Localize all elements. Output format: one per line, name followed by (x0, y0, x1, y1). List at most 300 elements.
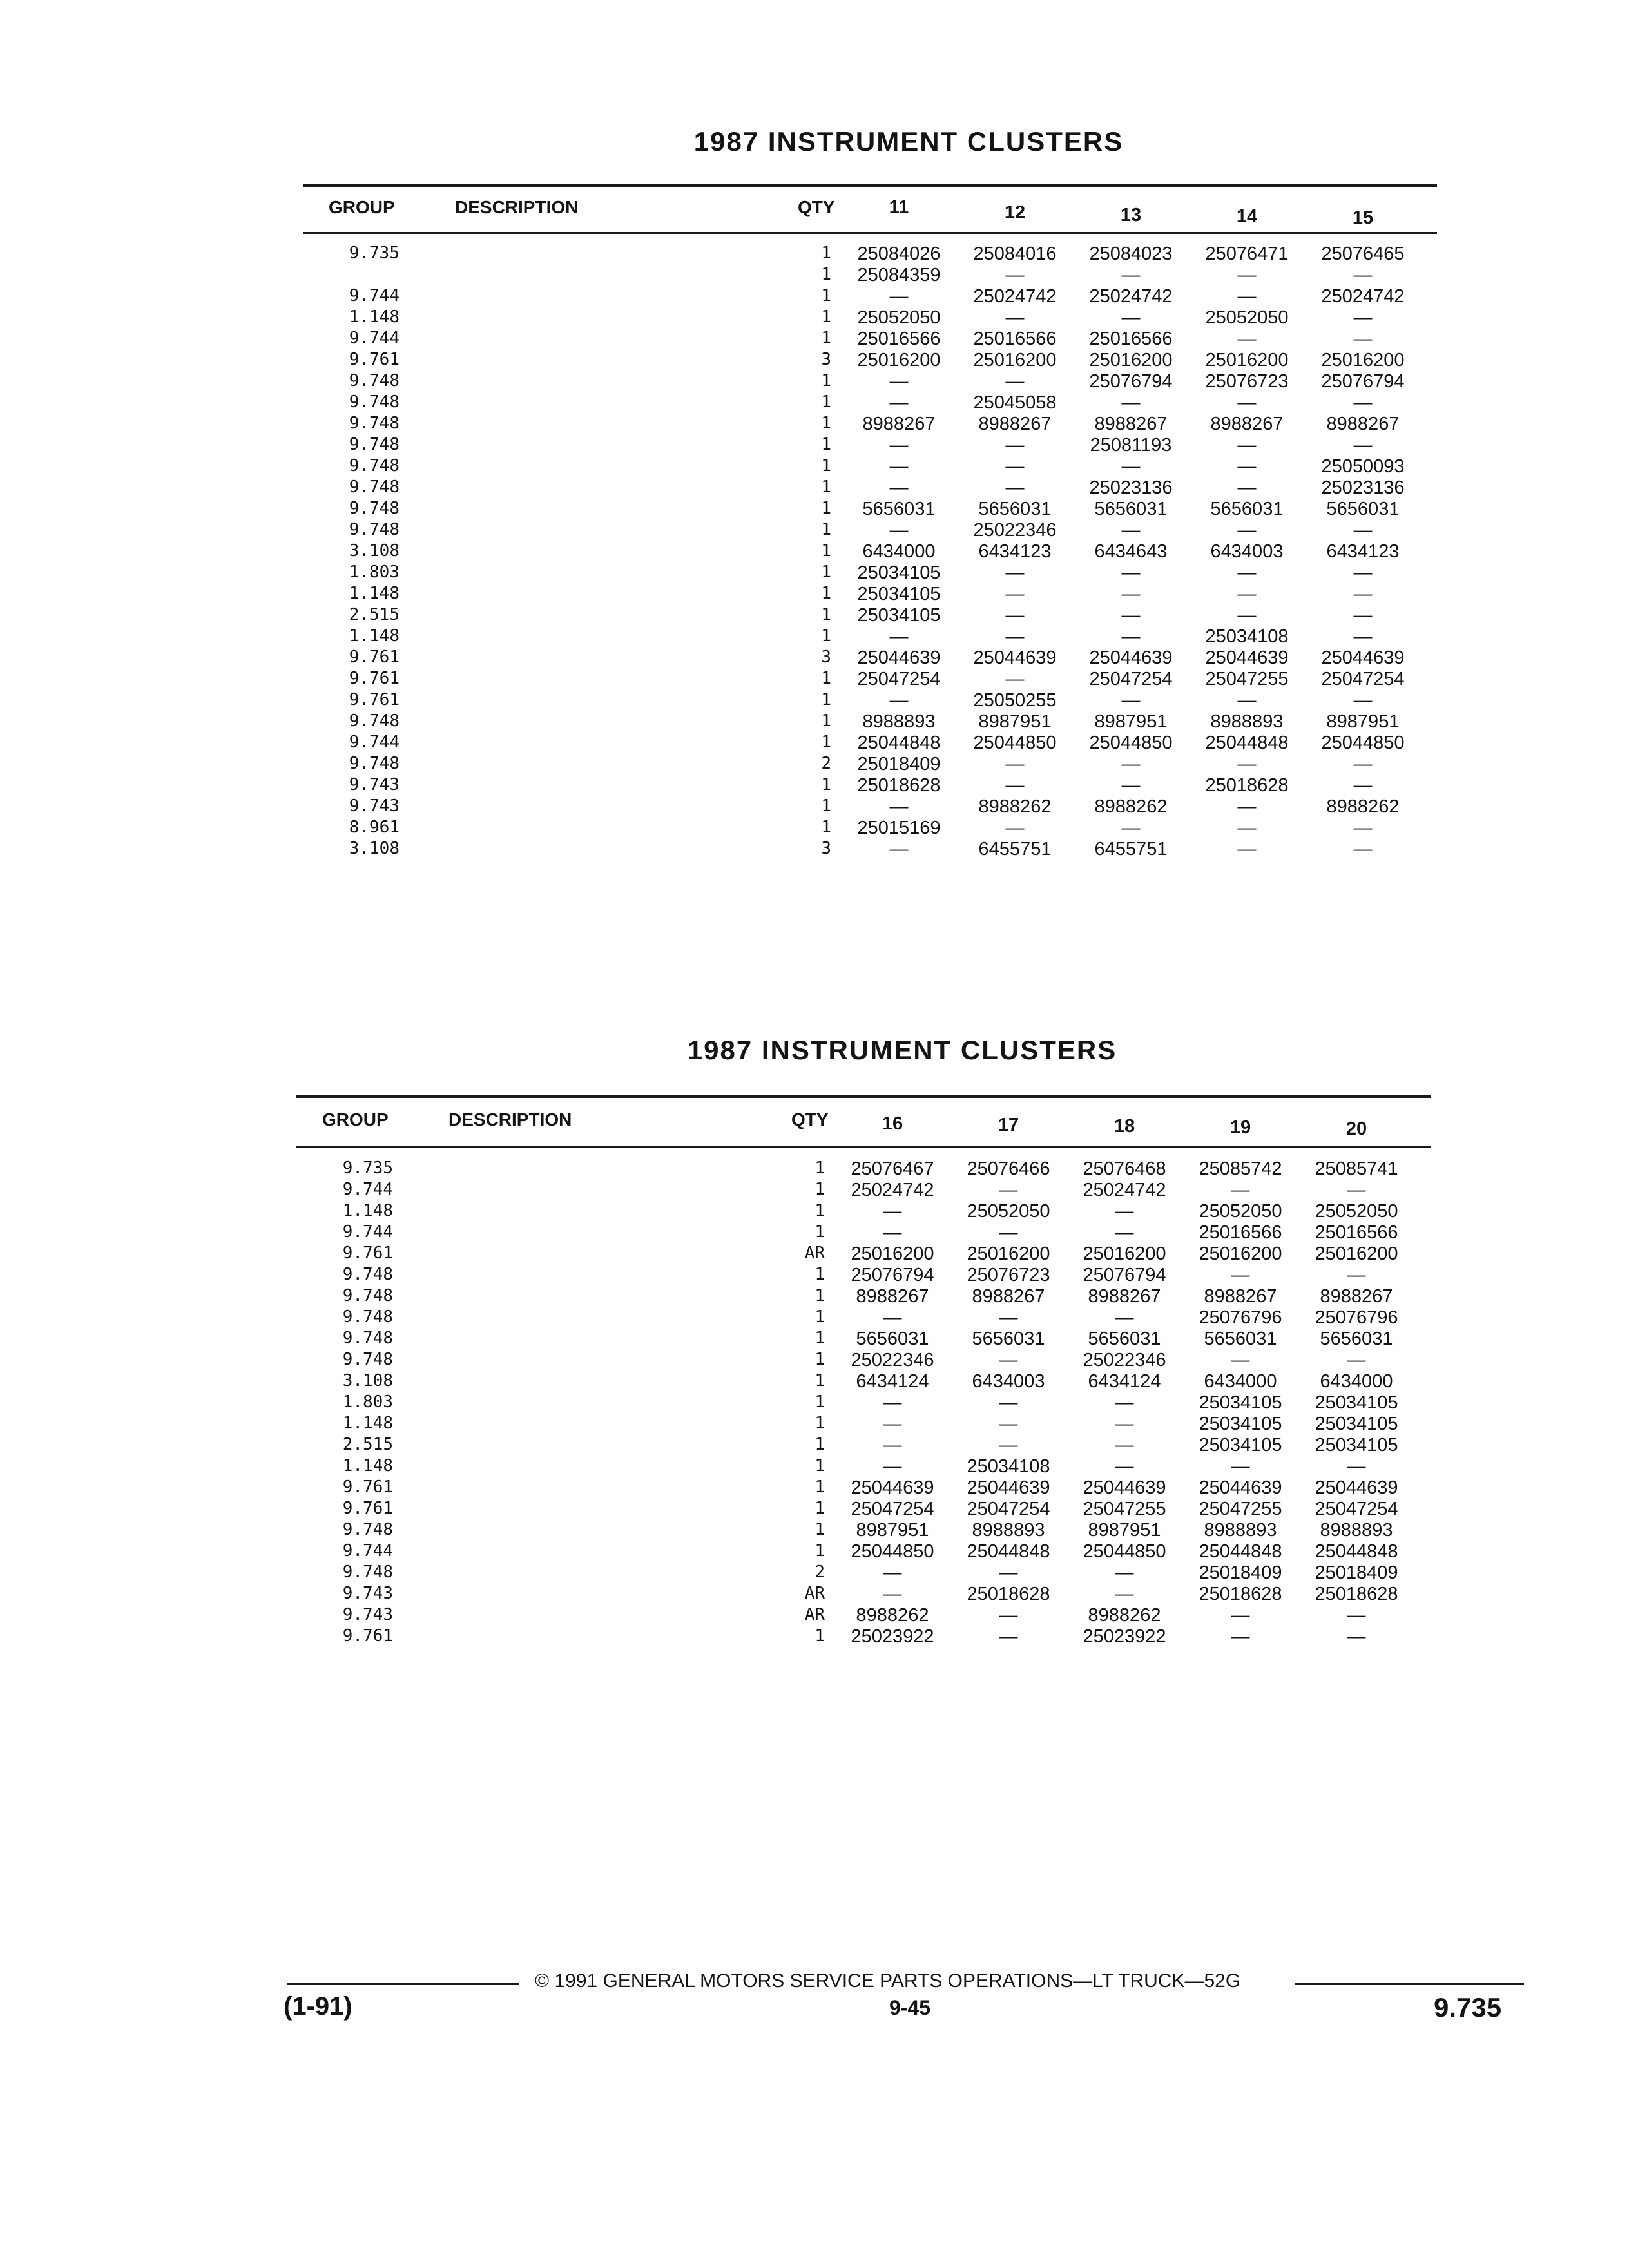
part-number: — (1121, 626, 1141, 647)
group-number: 1.148 (349, 584, 400, 603)
part-number: 8988262 (978, 796, 1052, 817)
quantity: AR (793, 1244, 825, 1263)
part-number: 25047254 (1089, 669, 1173, 689)
part-number: 25024742 (851, 1180, 934, 1200)
group-number: 1.148 (342, 1414, 393, 1433)
part-number: 25018628 (1315, 1584, 1398, 1604)
header-col: 12 (1004, 202, 1026, 223)
part-number: 5656031 (972, 1329, 1045, 1349)
part-number: — (1237, 286, 1257, 307)
part-number: — (1237, 520, 1257, 541)
header-col: 16 (882, 1113, 903, 1134)
part-number: 25022346 (851, 1350, 934, 1370)
group-number: 9.748 (342, 1329, 393, 1348)
part-number: — (1237, 562, 1257, 583)
header-description: DESCRIPTION (448, 1110, 572, 1129)
part-number: — (883, 1414, 902, 1434)
part-number: 25052050 (1315, 1201, 1398, 1222)
part-number: 25018628 (1199, 1584, 1282, 1604)
part-number: 25076466 (967, 1158, 1050, 1179)
group-number: 9.748 (342, 1562, 393, 1582)
quantity: 1 (799, 392, 831, 412)
part-number: 25016200 (851, 1244, 934, 1264)
part-number: 25047254 (1315, 1499, 1398, 1519)
table-row (303, 435, 1437, 456)
part-number: 25016200 (1089, 350, 1173, 370)
part-number: — (1353, 605, 1373, 626)
part-number: 25044639 (1199, 1477, 1282, 1498)
table-row (303, 286, 1437, 307)
header-col: 18 (1113, 1116, 1135, 1137)
part-number: — (1005, 626, 1025, 647)
part-number: — (1237, 796, 1257, 817)
part-number: — (999, 1307, 1018, 1328)
part-number: 25085742 (1199, 1158, 1282, 1179)
part-number: — (1231, 1180, 1250, 1200)
group-number: 9.744 (342, 1180, 393, 1199)
part-number: 25044848 (1199, 1541, 1282, 1562)
footer-rule-left (287, 1983, 519, 1985)
quantity: 1 (793, 1371, 825, 1390)
group-number: 9.743 (349, 775, 400, 794)
group-number: 9.743 (349, 796, 400, 816)
table-row (296, 1456, 1431, 1477)
part-number: — (1353, 754, 1373, 774)
part-number: — (889, 286, 909, 307)
part-number: 25084359 (857, 265, 941, 285)
header-rule-bottom (296, 1146, 1431, 1148)
group-number: 9.761 (342, 1626, 393, 1646)
part-number: — (1347, 1626, 1366, 1647)
part-number: 8987951 (1094, 711, 1168, 732)
part-number: — (1121, 307, 1141, 328)
group-number: 1.148 (342, 1201, 393, 1220)
table-row (296, 1584, 1431, 1605)
part-number: — (1005, 307, 1025, 328)
part-number: — (889, 520, 909, 541)
group-number: 9.748 (349, 371, 400, 390)
part-number: — (1121, 690, 1141, 711)
quantity: 1 (793, 1477, 825, 1497)
quantity: 1 (793, 1350, 825, 1369)
group-number: 9.761 (349, 350, 400, 369)
part-number: — (1237, 392, 1257, 413)
part-number: 8988893 (1320, 1520, 1393, 1541)
part-number: 25076796 (1199, 1307, 1282, 1328)
quantity: 1 (799, 818, 831, 837)
part-number: 25018409 (857, 754, 941, 774)
table-row (296, 1414, 1431, 1435)
part-number: 25044850 (1083, 1541, 1166, 1562)
part-number: — (999, 1414, 1018, 1434)
part-number: — (1353, 562, 1373, 583)
table-row (303, 839, 1437, 860)
part-number: — (1005, 562, 1025, 583)
part-number: 6434000 (1320, 1371, 1393, 1392)
group-number: 8.961 (349, 818, 400, 837)
quantity: 1 (793, 1499, 825, 1518)
part-number: 25034105 (1315, 1414, 1398, 1434)
quantity: 3 (799, 839, 831, 858)
table-row (303, 329, 1437, 350)
part-number: 8988893 (972, 1520, 1045, 1541)
group-number: 9.748 (349, 392, 400, 412)
part-number: 25024742 (1089, 286, 1173, 307)
part-number: 25016200 (967, 1244, 1050, 1264)
part-number: — (1115, 1222, 1134, 1243)
quantity: 1 (799, 414, 831, 433)
part-number: 8988262 (1088, 1605, 1161, 1626)
table-row (296, 1244, 1431, 1265)
page-number: 9-45 (889, 1996, 931, 2019)
header-col: 13 (1120, 205, 1142, 226)
group-number: 9.744 (349, 286, 400, 305)
part-number: — (1005, 775, 1025, 796)
header-col: 15 (1352, 207, 1374, 228)
table-row (303, 265, 1437, 286)
group-number: 9.761 (342, 1244, 393, 1263)
part-number: 25016566 (1089, 329, 1173, 349)
part-number: — (1005, 435, 1025, 456)
part-number: 25022346 (973, 520, 1057, 541)
part-number: 25044639 (857, 648, 941, 668)
quantity: 1 (799, 435, 831, 454)
part-number: — (1237, 456, 1257, 477)
part-number: — (1005, 584, 1025, 604)
part-number: — (1121, 456, 1141, 477)
part-number: — (889, 839, 909, 860)
part-number: 25047254 (1321, 669, 1405, 689)
part-number: — (1005, 818, 1025, 838)
part-number: — (883, 1392, 902, 1413)
group-number: 3.108 (349, 541, 400, 561)
header-col: 20 (1345, 1119, 1367, 1139)
group-number: 3.108 (349, 839, 400, 858)
part-number: 8988267 (1094, 414, 1168, 434)
part-number: — (1237, 818, 1257, 838)
quantity: 1 (793, 1414, 825, 1433)
group-number: 9.748 (342, 1307, 393, 1327)
part-number: — (1353, 265, 1373, 285)
table-row (303, 244, 1437, 265)
part-number: — (1353, 392, 1373, 413)
part-number: 5656031 (1094, 499, 1168, 519)
part-number: 25034105 (857, 584, 941, 604)
quantity: 2 (799, 754, 831, 773)
quantity: 1 (799, 456, 831, 476)
part-number: 25050093 (1321, 456, 1405, 477)
table-row (296, 1435, 1431, 1456)
part-number: 5656031 (1326, 499, 1400, 519)
part-number: 25050255 (973, 690, 1057, 711)
part-number: 8988267 (1204, 1286, 1277, 1307)
part-number: 25047254 (857, 669, 941, 689)
table-row (303, 796, 1437, 818)
part-number: — (1237, 605, 1257, 626)
group-number: 1.803 (349, 562, 400, 582)
table-row (303, 648, 1437, 669)
part-number: — (883, 1201, 902, 1222)
group-number: 1.148 (349, 307, 400, 327)
quantity: 1 (799, 307, 831, 327)
group-number: 3.108 (342, 1371, 393, 1390)
part-number: 25018409 (1315, 1562, 1398, 1583)
table-row (303, 605, 1437, 626)
part-number: — (1121, 775, 1141, 796)
part-number: 25023922 (1083, 1626, 1166, 1647)
part-number: — (1231, 1456, 1250, 1477)
table-row (303, 541, 1437, 562)
part-number: 8988893 (1204, 1520, 1277, 1541)
header-col: 14 (1236, 206, 1258, 227)
part-number: — (1115, 1392, 1134, 1413)
part-number: 25018409 (1199, 1562, 1282, 1583)
table-header (303, 197, 1437, 228)
quantity: 1 (793, 1201, 825, 1220)
part-number: — (883, 1222, 902, 1243)
group-number: 9.761 (342, 1499, 393, 1518)
part-number: — (1115, 1435, 1134, 1456)
part-number: 6434003 (1210, 541, 1284, 562)
part-number: — (999, 1222, 1018, 1243)
part-number: — (1353, 818, 1373, 838)
part-number: — (1115, 1584, 1134, 1604)
quantity: 1 (799, 371, 831, 390)
quantity: 1 (793, 1307, 825, 1327)
part-number: — (1347, 1605, 1366, 1626)
quantity: 1 (799, 499, 831, 518)
part-number: — (1005, 605, 1025, 626)
table-row (303, 499, 1437, 520)
part-number: 8988262 (856, 1605, 929, 1626)
header-rule-bottom (303, 232, 1437, 234)
quantity: 1 (799, 541, 831, 561)
part-number: 5656031 (1210, 499, 1284, 519)
part-number: 25045058 (973, 392, 1057, 413)
part-number: 25076468 (1083, 1158, 1166, 1179)
section-title: 1987 INSTRUMENT CLUSTERS (687, 1035, 1117, 1065)
header-rule-top (303, 184, 1437, 187)
quantity: 1 (793, 1222, 825, 1242)
group-number: 9.748 (342, 1286, 393, 1305)
table-row (296, 1158, 1431, 1180)
part-number: 25084026 (857, 244, 941, 264)
part-number: — (1115, 1562, 1134, 1583)
quantity: 1 (793, 1265, 825, 1284)
quantity: AR (793, 1605, 825, 1624)
group-number: 9.748 (349, 711, 400, 731)
part-number: 8987951 (856, 1520, 929, 1541)
quantity: 1 (799, 796, 831, 816)
part-number: 25034105 (1199, 1392, 1282, 1413)
part-number: 25034105 (1315, 1435, 1398, 1456)
part-number: 6434000 (862, 541, 936, 562)
quantity: 1 (799, 477, 831, 497)
part-number: 25084016 (973, 244, 1057, 264)
part-number: 5656031 (862, 499, 936, 519)
part-number: 6434123 (978, 541, 1052, 562)
part-number: 25047255 (1205, 669, 1289, 689)
table-row (296, 1541, 1431, 1562)
table-row (303, 392, 1437, 414)
part-number: — (1353, 307, 1373, 328)
part-number: 25018628 (857, 775, 941, 796)
part-number: 25076794 (851, 1265, 934, 1285)
table-row (296, 1499, 1431, 1520)
quantity: 1 (799, 265, 831, 284)
table-row (296, 1307, 1431, 1329)
table-row (303, 371, 1437, 392)
part-number: 8988267 (1320, 1286, 1393, 1307)
quantity: 1 (799, 733, 831, 752)
part-number: — (889, 435, 909, 456)
group-number: 9.748 (349, 456, 400, 476)
group-number: 9.748 (349, 414, 400, 433)
part-number: — (1121, 562, 1141, 583)
part-number: 25016200 (857, 350, 941, 370)
part-number: 25016200 (973, 350, 1057, 370)
part-number: 25052050 (967, 1201, 1050, 1222)
part-number: — (999, 1562, 1018, 1583)
quantity: 3 (799, 350, 831, 369)
part-number: 25047254 (967, 1499, 1050, 1519)
group-number: 9.761 (349, 690, 400, 709)
part-number: — (1237, 584, 1257, 604)
part-number: — (883, 1435, 902, 1456)
part-number: — (1121, 754, 1141, 774)
part-number: — (1353, 690, 1373, 711)
part-number: — (889, 392, 909, 413)
quantity: 1 (799, 711, 831, 731)
table-row (296, 1201, 1431, 1222)
part-number: 25076794 (1089, 371, 1173, 392)
group-number: 9.744 (349, 329, 400, 348)
table-row (303, 733, 1437, 754)
quantity: 1 (799, 669, 831, 688)
table-row (296, 1605, 1431, 1626)
part-number: — (1353, 520, 1373, 541)
part-number: — (889, 477, 909, 498)
part-number: 25085741 (1315, 1158, 1398, 1179)
part-number: — (999, 1435, 1018, 1456)
table-row (303, 711, 1437, 733)
quantity: 1 (793, 1180, 825, 1199)
table-row (303, 477, 1437, 499)
part-number: 25076796 (1315, 1307, 1398, 1328)
part-number: 8988267 (978, 414, 1052, 434)
part-number: 25044850 (851, 1541, 934, 1562)
part-number: 25076465 (1321, 244, 1405, 264)
part-number: 25018628 (1205, 775, 1289, 796)
part-number: 25015169 (857, 818, 941, 838)
part-number: 25052050 (1205, 307, 1289, 328)
part-number: 8988262 (1326, 796, 1400, 817)
part-number: — (1121, 520, 1141, 541)
part-number: — (1231, 1350, 1250, 1370)
part-number: 25024742 (973, 286, 1057, 307)
part-number: 25024742 (1083, 1180, 1166, 1200)
part-number: — (1005, 371, 1025, 392)
table-row (296, 1350, 1431, 1371)
part-number: — (1121, 392, 1141, 413)
part-number: — (1347, 1350, 1366, 1370)
group-number: 9.748 (342, 1520, 393, 1539)
part-number: 25034108 (1205, 626, 1289, 647)
part-number: 6455751 (978, 839, 1052, 860)
table-row (303, 307, 1437, 329)
quantity: 1 (799, 520, 831, 539)
part-number: — (1237, 754, 1257, 774)
part-number: — (1237, 329, 1257, 349)
group-number: 9.744 (342, 1222, 393, 1242)
part-number: — (1115, 1307, 1134, 1328)
part-number: — (1353, 329, 1373, 349)
table-row (296, 1562, 1431, 1584)
group-number: 1.803 (342, 1392, 393, 1412)
part-number: 6455751 (1094, 839, 1168, 860)
part-number: 25034105 (857, 605, 941, 626)
group-number: 2.515 (349, 605, 400, 624)
part-number: 25016566 (1315, 1222, 1398, 1243)
part-number: 25016566 (1199, 1222, 1282, 1243)
part-number: 8988893 (1210, 711, 1284, 732)
part-number: 8988267 (1326, 414, 1400, 434)
table-header (296, 1110, 1431, 1139)
part-number: 25034105 (1315, 1392, 1398, 1413)
copyright-line: © 1991 GENERAL MOTORS SERVICE PARTS OPERATIONS—LT TRUCK—52G (535, 1970, 1241, 1992)
group-number: 9.743 (342, 1584, 393, 1603)
quantity: 1 (799, 562, 831, 582)
part-number: 8987951 (1326, 711, 1400, 732)
part-number: 6434643 (1094, 541, 1168, 562)
group-number: 9.748 (349, 435, 400, 454)
group-number: 9.735 (349, 244, 400, 263)
header-qty: QTY (791, 1110, 829, 1129)
quantity: 1 (793, 1286, 825, 1305)
part-number: — (1121, 265, 1141, 285)
part-number: — (883, 1584, 902, 1604)
part-number: 25016200 (1083, 1244, 1166, 1264)
part-number: 25044639 (1315, 1477, 1398, 1498)
part-number: — (883, 1456, 902, 1477)
part-number: — (1347, 1180, 1366, 1200)
part-number: 8988267 (1088, 1286, 1161, 1307)
part-number: — (1005, 754, 1025, 774)
part-number: 8988267 (856, 1286, 929, 1307)
footer-rule-right (1295, 1983, 1524, 1985)
quantity: 1 (799, 329, 831, 348)
part-number: 5656031 (1088, 1329, 1161, 1349)
part-number: 25052050 (857, 307, 941, 328)
part-number: 25044848 (857, 733, 941, 753)
quantity: 1 (793, 1520, 825, 1539)
table-row (303, 669, 1437, 690)
header-group: GROUP (329, 197, 395, 217)
part-number: — (1237, 435, 1257, 456)
part-number: 25023136 (1089, 477, 1173, 498)
part-number: 8988267 (862, 414, 936, 434)
part-number: — (1237, 477, 1257, 498)
part-number: 25047255 (1083, 1499, 1166, 1519)
part-number: — (889, 626, 909, 647)
part-number: — (999, 1180, 1018, 1200)
part-number: 25044639 (1089, 648, 1173, 668)
part-number: — (1237, 265, 1257, 285)
part-number: 8987951 (978, 711, 1052, 732)
quantity: 1 (799, 605, 831, 624)
table-row (303, 690, 1437, 711)
table-row (303, 754, 1437, 775)
